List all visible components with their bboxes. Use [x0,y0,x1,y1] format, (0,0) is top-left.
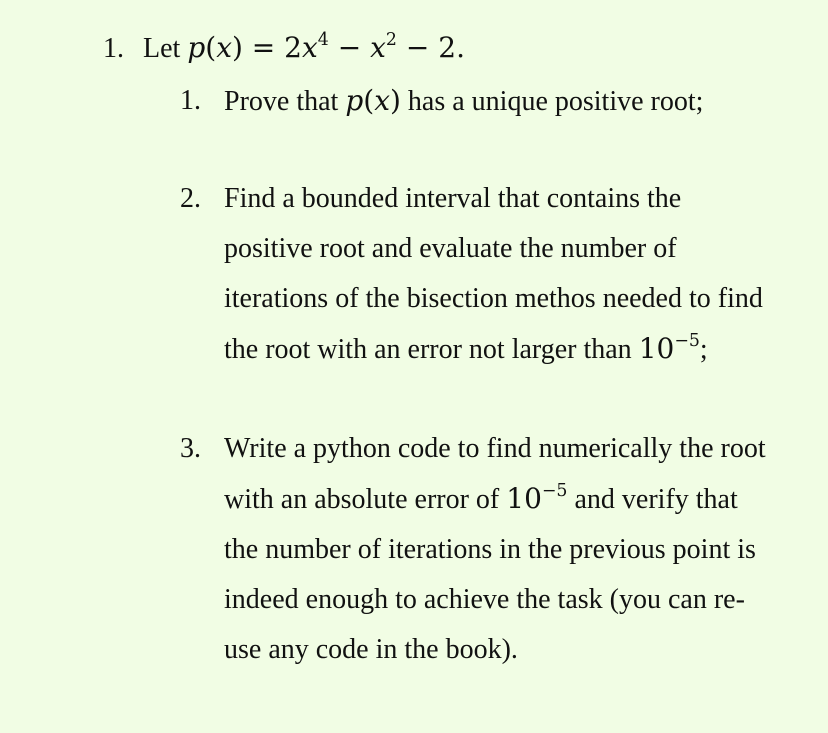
subitem-3-base: 10 [506,482,542,515]
subitem-1-text-before: Prove that [224,86,339,117]
subitem-3-exponent: −5 [541,480,568,501]
problem-prefix: Let [143,33,181,64]
subitem-2-suffix: ; [699,334,708,365]
poly-operator-1: − [337,31,362,64]
poly-var-2: x [370,31,386,64]
subitem-3-text-after: and verify that the number of iterations in the previous point is indeed enough to achieve the task (you can re-use any code in the book). [224,484,756,665]
poly-operator-2: − [405,31,430,64]
problem-statement [103,28,465,69]
subitem-3 [180,424,780,675]
subitem-2-exponent: −5 [674,330,700,351]
subitem-3-text-before: Write a python code to find numerically the root with an absolute error of [224,433,766,515]
subitem-2-text: Find a bounded interval that contains the positive root and evaluate the number of iterations of the bisection methos needed to find the root with an error not larger than [224,183,763,365]
poly-function-name: p [187,31,206,64]
subitem-1-text-after: has a unique positive root; [407,86,704,117]
poly-constant: 2. [438,31,465,64]
problem-number: 1. [103,33,124,64]
poly-exponent-2: 2 [385,29,397,50]
subitem-1-var: x [374,84,390,117]
subitem-1-func: p [345,84,364,117]
subitem-3-number: 3. [180,433,201,464]
subitem-3-body [224,424,772,675]
polynomial-definition: $p(x) = 2x^4 - x^2 - 2$. [187,29,465,64]
poly-function-variable: x [216,31,232,64]
subitem-2-number: 2. [180,183,201,214]
subitem-1-body: Prove that p(x) has a unique positive root; [224,84,704,117]
subitem-1 [180,76,780,127]
subitem-2 [180,174,780,375]
poly-coef-1: 2 [284,31,302,64]
subitem-2-base: 10 [638,332,675,365]
poly-var-1: x [302,31,318,64]
subitem-1-number: 1. [180,85,201,116]
poly-exponent-1: 4 [317,29,329,50]
subitem-2-body [224,174,772,375]
